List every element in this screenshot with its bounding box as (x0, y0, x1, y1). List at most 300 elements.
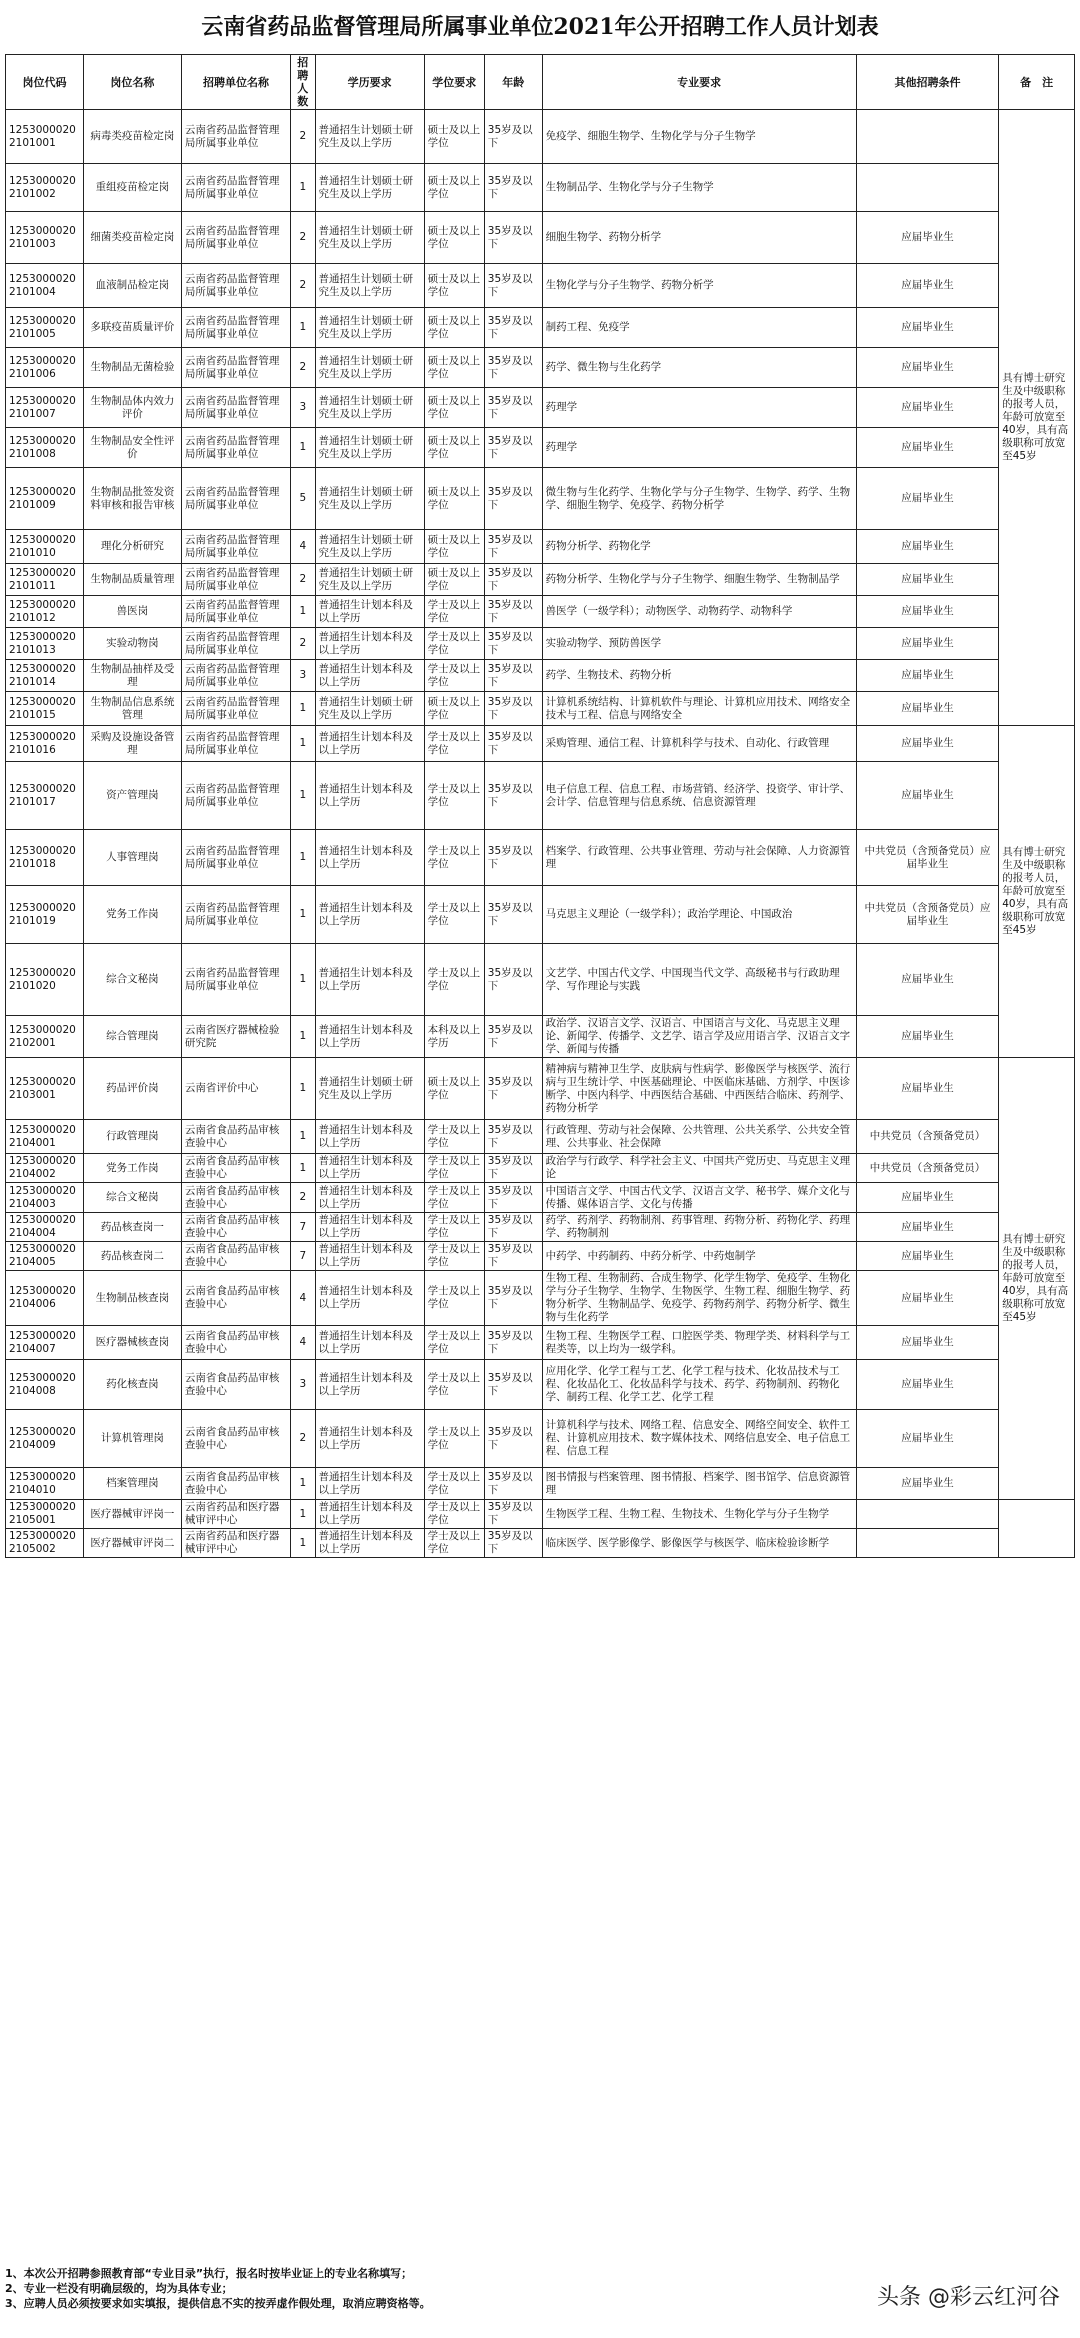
education-cell: 普通招生计划硕士研究生及以上学历 (315, 264, 424, 308)
other-conditions-cell: 应届毕业生 (856, 1326, 999, 1360)
degree-cell: 学士及以上学位 (424, 1213, 484, 1242)
education-cell: 普通招生计划硕士研究生及以上学历 (315, 388, 424, 428)
degree-cell: 学士及以上学位 (424, 1271, 484, 1326)
unit-cell: 云南省评价中心 (181, 1058, 290, 1120)
job-name-cell: 药品核查岗一 (83, 1213, 181, 1242)
headcount-cell: 4 (291, 1271, 315, 1326)
headcount-cell: 1 (291, 1120, 315, 1154)
degree-cell: 硕士及以上学位 (424, 110, 484, 164)
unit-cell: 云南省药品监督管理局所属事业单位 (181, 726, 290, 762)
headcount-cell: 3 (291, 660, 315, 692)
age-cell: 35岁及以下 (484, 1213, 542, 1242)
headcount-cell: 2 (291, 628, 315, 660)
headcount-cell: 1 (291, 164, 315, 212)
education-cell: 普通招生计划本科及以上学历 (315, 1468, 424, 1500)
major-cell: 生物工程、生物制药、合成生物学、化学生物学、免疫学、生物化学与分子生物学、生物学、生物医学、生物工程、细胞生物学、药物分析学、生物制品学、免疫学、药物药剂学、药物分析学、微生物与生化药学 (542, 1271, 856, 1326)
education-cell: 普通招生计划本科及以上学历 (315, 628, 424, 660)
page-title: 云南省药品监督管理局所属事业单位2021年公开招聘工作人员计划表 (201, 14, 879, 40)
other-conditions-cell: 应届毕业生 (856, 1242, 999, 1271)
unit-cell: 云南省药品监督管理局所属事业单位 (181, 530, 290, 564)
job-name-cell: 多联疫苗质量评价 (83, 308, 181, 348)
other-conditions-cell: 应届毕业生 (856, 1183, 999, 1213)
unit-cell: 云南省药品和医疗器械审评中心 (181, 1500, 290, 1529)
major-cell: 生物化学与分子生物学、药物分析学 (542, 264, 856, 308)
major-cell: 马克思主义理论（一级学科）；政治学理论、中国政治 (542, 886, 856, 944)
headcount-cell: 1 (291, 596, 315, 628)
job-name-cell: 生物制品抽样及受理 (83, 660, 181, 692)
table-row (6, 1120, 1075, 1154)
header-num: 招聘人数 (291, 55, 315, 110)
recruitment-plan-table (5, 54, 1075, 1558)
headcount-cell: 1 (291, 886, 315, 944)
table-row (6, 1242, 1075, 1271)
header-code: 岗位代码 (6, 55, 84, 110)
job-code-cell: 12530000202104004 (6, 1213, 84, 1242)
education-cell: 普通招生计划本科及以上学历 (315, 726, 424, 762)
unit-cell: 云南省药品监督管理局所属事业单位 (181, 428, 290, 468)
unit-cell: 云南省药品监督管理局所属事业单位 (181, 564, 290, 596)
unit-cell: 云南省药品监督管理局所属事业单位 (181, 886, 290, 944)
job-name-cell: 血液制品检定岗 (83, 264, 181, 308)
major-cell: 应用化学、化学工程与工艺、化学工程与技术、化妆品技术与工程、化妆品化工、化妆品科学与技术、药学、药物制剂、药物化学、制药工程、化学工艺、化学工程 (542, 1360, 856, 1410)
major-cell: 药学、药剂学、药物制剂、药事管理、药物分析、药物化学、药理学、药物制剂 (542, 1213, 856, 1242)
job-name-cell: 生物制品无菌检验 (83, 348, 181, 388)
job-code-cell: 12530000202101014 (6, 660, 84, 692)
major-cell: 档案学、行政管理、公共事业管理、劳动与社会保障、人力资源管理 (542, 830, 856, 886)
unit-cell: 云南省药品监督管理局所属事业单位 (181, 308, 290, 348)
age-cell: 35岁及以下 (484, 348, 542, 388)
age-cell: 35岁及以下 (484, 1500, 542, 1529)
major-cell: 生物医学工程、生物工程、生物技术、生物化学与分子生物学 (542, 1500, 856, 1529)
age-cell: 35岁及以下 (484, 388, 542, 428)
age-cell: 35岁及以下 (484, 1016, 542, 1058)
table-row (6, 1154, 1075, 1183)
education-cell: 普通招生计划本科及以上学历 (315, 886, 424, 944)
job-code-cell: 12530000202101010 (6, 530, 84, 564)
major-cell: 药理学 (542, 388, 856, 428)
age-cell: 35岁及以下 (484, 1271, 542, 1326)
education-cell: 普通招生计划本科及以上学历 (315, 944, 424, 1016)
education-cell: 普通招生计划硕士研究生及以上学历 (315, 348, 424, 388)
job-name-cell: 生物制品质量管理 (83, 564, 181, 596)
job-code-cell: 12530000202101020 (6, 944, 84, 1016)
major-cell: 文艺学、中国古代文学、中国现当代文学、高级秘书与行政助理学、写作理论与实践 (542, 944, 856, 1016)
table-row (6, 1213, 1075, 1242)
table-row (6, 628, 1075, 660)
table-row (6, 564, 1075, 596)
header-unit: 招聘单位名称 (181, 55, 290, 110)
age-cell: 35岁及以下 (484, 110, 542, 164)
degree-cell: 学士及以上学位 (424, 660, 484, 692)
job-name-cell: 党务工作岗 (83, 1154, 181, 1183)
education-cell: 普通招生计划本科及以上学历 (315, 1326, 424, 1360)
age-cell: 35岁及以下 (484, 1242, 542, 1271)
unit-cell: 云南省食品药品审核查验中心 (181, 1120, 290, 1154)
degree-cell: 学士及以上学位 (424, 1468, 484, 1500)
job-code-cell: 12530000202104002 (6, 1154, 84, 1183)
unit-cell: 云南省食品药品审核查验中心 (181, 1468, 290, 1500)
unit-cell: 云南省药品监督管理局所属事业单位 (181, 110, 290, 164)
remark-cell: 具有博士研究生及中级职称的报考人员，年龄可放宽至40岁，具有高级职称可放宽至45岁 (999, 1058, 1075, 1500)
age-cell: 35岁及以下 (484, 762, 542, 830)
headcount-cell: 4 (291, 530, 315, 564)
major-cell: 兽医学（一级学科）；动物医学、动物药学、动物科学 (542, 596, 856, 628)
job-code-cell: 12530000202104006 (6, 1271, 84, 1326)
table-row (6, 1410, 1075, 1468)
degree-cell: 硕士及以上学位 (424, 308, 484, 348)
degree-cell: 学士及以上学位 (424, 1242, 484, 1271)
degree-cell: 学士及以上学位 (424, 830, 484, 886)
education-cell: 普通招生计划本科及以上学历 (315, 1360, 424, 1410)
major-cell: 制药工程、免疫学 (542, 308, 856, 348)
job-code-cell: 12530000202101019 (6, 886, 84, 944)
major-cell: 药学、生物技术、药物分析 (542, 660, 856, 692)
degree-cell: 硕士及以上学位 (424, 428, 484, 468)
headcount-cell: 1 (291, 762, 315, 830)
job-name-cell: 重组疫苗检定岗 (83, 164, 181, 212)
age-cell: 35岁及以下 (484, 564, 542, 596)
other-conditions-cell: 应届毕业生 (856, 596, 999, 628)
table-row (6, 830, 1075, 886)
table-row (6, 692, 1075, 726)
education-cell: 普通招生计划硕士研究生及以上学历 (315, 308, 424, 348)
other-conditions-cell: 应届毕业生 (856, 1016, 999, 1058)
unit-cell: 云南省医疗器械检验研究院 (181, 1016, 290, 1058)
job-name-cell: 综合文秘岗 (83, 1183, 181, 1213)
table-row (6, 1468, 1075, 1500)
unit-cell: 云南省食品药品审核查验中心 (181, 1360, 290, 1410)
degree-cell: 学士及以上学位 (424, 1120, 484, 1154)
degree-cell: 硕士及以上学位 (424, 388, 484, 428)
job-name-cell: 计算机管理岗 (83, 1410, 181, 1468)
other-conditions-cell: 应届毕业生 (856, 1468, 999, 1500)
table-row (6, 1326, 1075, 1360)
unit-cell: 云南省药品监督管理局所属事业单位 (181, 830, 290, 886)
job-name-cell: 医疗器械审评岗一 (83, 1500, 181, 1529)
age-cell: 35岁及以下 (484, 726, 542, 762)
table-row (6, 944, 1075, 1016)
unit-cell: 云南省食品药品审核查验中心 (181, 1154, 290, 1183)
education-cell: 普通招生计划本科及以上学历 (315, 1410, 424, 1468)
degree-cell: 学士及以上学位 (424, 1326, 484, 1360)
table-row (6, 348, 1075, 388)
degree-cell: 学士及以上学位 (424, 1154, 484, 1183)
job-name-cell: 医疗器械审评岗二 (83, 1529, 181, 1558)
education-cell: 普通招生计划硕士研究生及以上学历 (315, 110, 424, 164)
other-conditions-cell: 应届毕业生 (856, 1410, 999, 1468)
age-cell: 35岁及以下 (484, 886, 542, 944)
major-cell: 行政管理、劳动与社会保障、公共管理、公共关系学、公共安全管理、公共事业、社会保障 (542, 1120, 856, 1154)
headcount-cell: 3 (291, 1360, 315, 1410)
major-cell: 采购管理、通信工程、计算机科学与技术、自动化、行政管理 (542, 726, 856, 762)
other-conditions-cell: 应届毕业生 (856, 468, 999, 530)
other-conditions-cell: 中共党员（含预备党员）应届毕业生 (856, 886, 999, 944)
age-cell: 35岁及以下 (484, 530, 542, 564)
headcount-cell: 2 (291, 1183, 315, 1213)
major-cell: 政治学、汉语言文学、汉语言、中国语言与文化、马克思主义理论、新闻学、传播学、文艺学、语言学及应用语言学、汉语言文字学、新闻与传播 (542, 1016, 856, 1058)
degree-cell: 学士及以上学位 (424, 762, 484, 830)
remark-cell: 具有博士研究生及中级职称的报考人员，年龄可放宽至40岁，具有高级职称可放宽至45岁 (999, 110, 1075, 726)
education-cell: 普通招生计划本科及以上学历 (315, 1183, 424, 1213)
major-cell: 实验动物学、预防兽医学 (542, 628, 856, 660)
job-name-cell: 医疗器械核查岗 (83, 1326, 181, 1360)
degree-cell: 学士及以上学位 (424, 1529, 484, 1558)
age-cell: 35岁及以下 (484, 1468, 542, 1500)
other-conditions-cell: 应届毕业生 (856, 944, 999, 1016)
other-conditions-cell: 应届毕业生 (856, 264, 999, 308)
age-cell: 35岁及以下 (484, 164, 542, 212)
footnote: 1、本次公开招聘参照教育部“专业目录”执行，报名时按毕业证上的专业名称填写； (5, 2267, 413, 2280)
header-edu: 学历要求 (315, 55, 424, 110)
table-row (6, 428, 1075, 468)
degree-cell: 学士及以上学位 (424, 1183, 484, 1213)
other-conditions-cell: 应届毕业生 (856, 1360, 999, 1410)
remark-cell (999, 1500, 1075, 1558)
degree-cell: 学士及以上学位 (424, 596, 484, 628)
age-cell: 35岁及以下 (484, 308, 542, 348)
other-conditions-cell: 应届毕业生 (856, 1213, 999, 1242)
table-row (6, 1058, 1075, 1120)
job-code-cell: 12530000202101018 (6, 830, 84, 886)
age-cell: 35岁及以下 (484, 264, 542, 308)
headcount-cell: 2 (291, 564, 315, 596)
education-cell: 普通招生计划本科及以上学历 (315, 1016, 424, 1058)
job-code-cell: 12530000202101001 (6, 110, 84, 164)
headcount-cell: 3 (291, 388, 315, 428)
job-name-cell: 生物制品信息系统管理 (83, 692, 181, 726)
age-cell: 35岁及以下 (484, 428, 542, 468)
education-cell: 普通招生计划硕士研究生及以上学历 (315, 564, 424, 596)
major-cell: 生物工程、生物医学工程、口腔医学类、物理学类、材料科学与工程类等，以上均为一级学科。 (542, 1326, 856, 1360)
major-cell: 药学、微生物与生化药学 (542, 348, 856, 388)
job-name-cell: 党务工作岗 (83, 886, 181, 944)
headcount-cell: 1 (291, 1500, 315, 1529)
other-conditions-cell: 中共党员（含预备党员）应届毕业生 (856, 830, 999, 886)
major-cell: 微生物与生化药学、生物化学与分子生物学、生物学、药学、生物学、细胞生物学、免疫学、药物分析学 (542, 468, 856, 530)
headcount-cell: 1 (291, 830, 315, 886)
job-code-cell: 12530000202101011 (6, 564, 84, 596)
table-row (6, 530, 1075, 564)
degree-cell: 硕士及以上学位 (424, 212, 484, 264)
other-conditions-cell: 应届毕业生 (856, 428, 999, 468)
major-cell: 药理学 (542, 428, 856, 468)
unit-cell: 云南省食品药品审核查验中心 (181, 1183, 290, 1213)
age-cell: 35岁及以下 (484, 944, 542, 1016)
header-major: 专业要求 (542, 55, 856, 110)
headcount-cell: 2 (291, 110, 315, 164)
unit-cell: 云南省药品监督管理局所属事业单位 (181, 762, 290, 830)
job-code-cell: 12530000202101007 (6, 388, 84, 428)
headcount-cell: 7 (291, 1242, 315, 1271)
job-code-cell: 12530000202101015 (6, 692, 84, 726)
table-row (6, 726, 1075, 762)
age-cell: 35岁及以下 (484, 1326, 542, 1360)
other-conditions-cell: 中共党员（含预备党员） (856, 1120, 999, 1154)
unit-cell: 云南省药品监督管理局所属事业单位 (181, 596, 290, 628)
degree-cell: 硕士及以上学位 (424, 164, 484, 212)
job-code-cell: 12530000202101012 (6, 596, 84, 628)
other-conditions-cell: 应届毕业生 (856, 1271, 999, 1326)
unit-cell: 云南省药品监督管理局所属事业单位 (181, 692, 290, 726)
job-code-cell: 12530000202104010 (6, 1468, 84, 1500)
education-cell: 普通招生计划本科及以上学历 (315, 830, 424, 886)
major-cell: 图书情报与档案管理、图书情报、档案学、图书馆学、信息资源管理 (542, 1468, 856, 1500)
job-name-cell: 病毒类疫苗检定岗 (83, 110, 181, 164)
major-cell: 细胞生物学、药物分析学 (542, 212, 856, 264)
other-conditions-cell: 应届毕业生 (856, 660, 999, 692)
job-code-cell: 12530000202103001 (6, 1058, 84, 1120)
age-cell: 35岁及以下 (484, 1183, 542, 1213)
job-name-cell: 档案管理岗 (83, 1468, 181, 1500)
job-name-cell: 兽医岗 (83, 596, 181, 628)
education-cell: 普通招生计划硕士研究生及以上学历 (315, 530, 424, 564)
job-code-cell: 12530000202101009 (6, 468, 84, 530)
other-conditions-cell: 应届毕业生 (856, 564, 999, 596)
unit-cell: 云南省药品监督管理局所属事业单位 (181, 628, 290, 660)
major-cell: 政治学与行政学、科学社会主义、中国共产党历史、马克思主义理论 (542, 1154, 856, 1183)
table-row (6, 660, 1075, 692)
age-cell: 35岁及以下 (484, 628, 542, 660)
other-conditions-cell: 应届毕业生 (856, 692, 999, 726)
major-cell: 电子信息工程、信息工程、市场营销、经济学、投资学、审计学、会计学、信息管理与信息系统、信息资源管理 (542, 762, 856, 830)
table-row (6, 164, 1075, 212)
other-conditions-cell: 应届毕业生 (856, 212, 999, 264)
table-row (6, 596, 1075, 628)
degree-cell: 硕士及以上学位 (424, 1058, 484, 1120)
unit-cell: 云南省食品药品审核查验中心 (181, 1213, 290, 1242)
other-conditions-cell (856, 164, 999, 212)
unit-cell: 云南省药品监督管理局所属事业单位 (181, 468, 290, 530)
degree-cell: 学士及以上学位 (424, 1360, 484, 1410)
job-name-cell: 实验动物岗 (83, 628, 181, 660)
table-row (6, 762, 1075, 830)
unit-cell: 云南省食品药品审核查验中心 (181, 1242, 290, 1271)
headcount-cell: 1 (291, 692, 315, 726)
headcount-cell: 7 (291, 1213, 315, 1242)
table-row (6, 886, 1075, 944)
unit-cell: 云南省食品药品审核查验中心 (181, 1326, 290, 1360)
job-code-cell: 12530000202104001 (6, 1120, 84, 1154)
watermark: 头条 @彩云红河谷 (877, 2285, 1060, 2310)
job-name-cell: 综合文秘岗 (83, 944, 181, 1016)
education-cell: 普通招生计划本科及以上学历 (315, 1500, 424, 1529)
table-row (6, 212, 1075, 264)
footnote: 3、应聘人员必须按要求如实填报，提供信息不实的按弄虚作假处理，取消应聘资格等。 (5, 2297, 431, 2310)
age-cell: 35岁及以下 (484, 468, 542, 530)
job-code-cell: 12530000202102001 (6, 1016, 84, 1058)
job-code-cell: 12530000202101017 (6, 762, 84, 830)
job-name-cell: 行政管理岗 (83, 1120, 181, 1154)
degree-cell: 硕士及以上学位 (424, 468, 484, 530)
job-name-cell: 资产管理岗 (83, 762, 181, 830)
major-cell: 计算机科学与技术、网络工程、信息安全、网络空间安全、软件工程、计算机应用技术、数字媒体技术、网络信息安全、电子信息工程、信息工程 (542, 1410, 856, 1468)
age-cell: 35岁及以下 (484, 1529, 542, 1558)
age-cell: 35岁及以下 (484, 830, 542, 886)
degree-cell: 学士及以上学位 (424, 1410, 484, 1468)
header-degree: 学位要求 (424, 55, 484, 110)
table-row (6, 1500, 1075, 1529)
table-row (6, 1360, 1075, 1410)
unit-cell: 云南省药品监督管理局所属事业单位 (181, 212, 290, 264)
unit-cell: 云南省药品监督管理局所属事业单位 (181, 264, 290, 308)
unit-cell: 云南省食品药品审核查验中心 (181, 1271, 290, 1326)
job-code-cell: 12530000202104008 (6, 1360, 84, 1410)
major-cell: 临床医学、医学影像学、影像医学与核医学、临床检验诊断学 (542, 1529, 856, 1558)
unit-cell: 云南省药品监督管理局所属事业单位 (181, 388, 290, 428)
job-code-cell: 12530000202104003 (6, 1183, 84, 1213)
major-cell: 中国语言文学、中国古代文学、汉语言文学、秘书学、媒介文化与传播、媒体语言学、文化与传播 (542, 1183, 856, 1213)
education-cell: 普通招生计划硕士研究生及以上学历 (315, 1058, 424, 1120)
job-name-cell: 生物制品安全性评价 (83, 428, 181, 468)
table-row (6, 1016, 1075, 1058)
education-cell: 普通招生计划硕士研究生及以上学历 (315, 468, 424, 530)
other-conditions-cell (856, 1500, 999, 1529)
other-conditions-cell: 应届毕业生 (856, 726, 999, 762)
education-cell: 普通招生计划本科及以上学历 (315, 1271, 424, 1326)
major-cell: 免疫学、细胞生物学、生物化学与分子生物学 (542, 110, 856, 164)
job-code-cell: 12530000202101004 (6, 264, 84, 308)
headcount-cell: 1 (291, 1154, 315, 1183)
job-name-cell: 生物制品核查岗 (83, 1271, 181, 1326)
job-name-cell: 采购及设施设备管理 (83, 726, 181, 762)
headcount-cell: 1 (291, 1016, 315, 1058)
headcount-cell: 1 (291, 1468, 315, 1500)
job-name-cell: 药品评价岗 (83, 1058, 181, 1120)
job-code-cell: 12530000202105001 (6, 1500, 84, 1529)
headcount-cell: 1 (291, 428, 315, 468)
unit-cell: 云南省药品监督管理局所属事业单位 (181, 660, 290, 692)
other-conditions-cell: 应届毕业生 (856, 1058, 999, 1120)
education-cell: 普通招生计划本科及以上学历 (315, 762, 424, 830)
unit-cell: 云南省药品和医疗器械审评中心 (181, 1529, 290, 1558)
other-conditions-cell: 应届毕业生 (856, 348, 999, 388)
job-code-cell: 12530000202101008 (6, 428, 84, 468)
education-cell: 普通招生计划本科及以上学历 (315, 1213, 424, 1242)
header-other: 其他招聘条件 (856, 55, 999, 110)
job-code-cell: 12530000202101016 (6, 726, 84, 762)
age-cell: 35岁及以下 (484, 1154, 542, 1183)
header-age: 年龄 (484, 55, 542, 110)
degree-cell: 硕士及以上学位 (424, 530, 484, 564)
education-cell: 普通招生计划硕士研究生及以上学历 (315, 428, 424, 468)
education-cell: 普通招生计划本科及以上学历 (315, 1154, 424, 1183)
job-code-cell: 12530000202104007 (6, 1326, 84, 1360)
age-cell: 35岁及以下 (484, 692, 542, 726)
table-row (6, 1529, 1075, 1558)
headcount-cell: 1 (291, 308, 315, 348)
headcount-cell: 2 (291, 212, 315, 264)
job-code-cell: 12530000202101003 (6, 212, 84, 264)
job-code-cell: 12530000202101005 (6, 308, 84, 348)
headcount-cell: 1 (291, 726, 315, 762)
headcount-cell: 1 (291, 1058, 315, 1120)
headcount-cell: 2 (291, 348, 315, 388)
job-name-cell: 细菌类疫苗检定岗 (83, 212, 181, 264)
major-cell: 精神病与精神卫生学、皮肤病与性病学、影像医学与核医学、流行病与卫生统计学、中医基础理论、中医临床基础、方剂学、中医诊断学、中医内科学、中西医结合基础、中西医结合临床、药剂学、药物分析学 (542, 1058, 856, 1120)
table-row (6, 264, 1075, 308)
headcount-cell: 2 (291, 264, 315, 308)
major-cell: 计算机系统结构、计算机软件与理论、计算机应用技术、网络安全技术与工程、信息与网络安全 (542, 692, 856, 726)
major-cell: 药物分析学、生物化学与分子生物学、细胞生物学、生物制品学 (542, 564, 856, 596)
unit-cell: 云南省药品监督管理局所属事业单位 (181, 944, 290, 1016)
degree-cell: 硕士及以上学位 (424, 348, 484, 388)
other-conditions-cell: 中共党员（含预备党员） (856, 1154, 999, 1183)
job-name-cell: 生物制品体内效力评价 (83, 388, 181, 428)
degree-cell: 学士及以上学位 (424, 886, 484, 944)
major-cell: 生物制品学、生物化学与分子生物学 (542, 164, 856, 212)
job-code-cell: 12530000202101013 (6, 628, 84, 660)
headcount-cell: 1 (291, 944, 315, 1016)
